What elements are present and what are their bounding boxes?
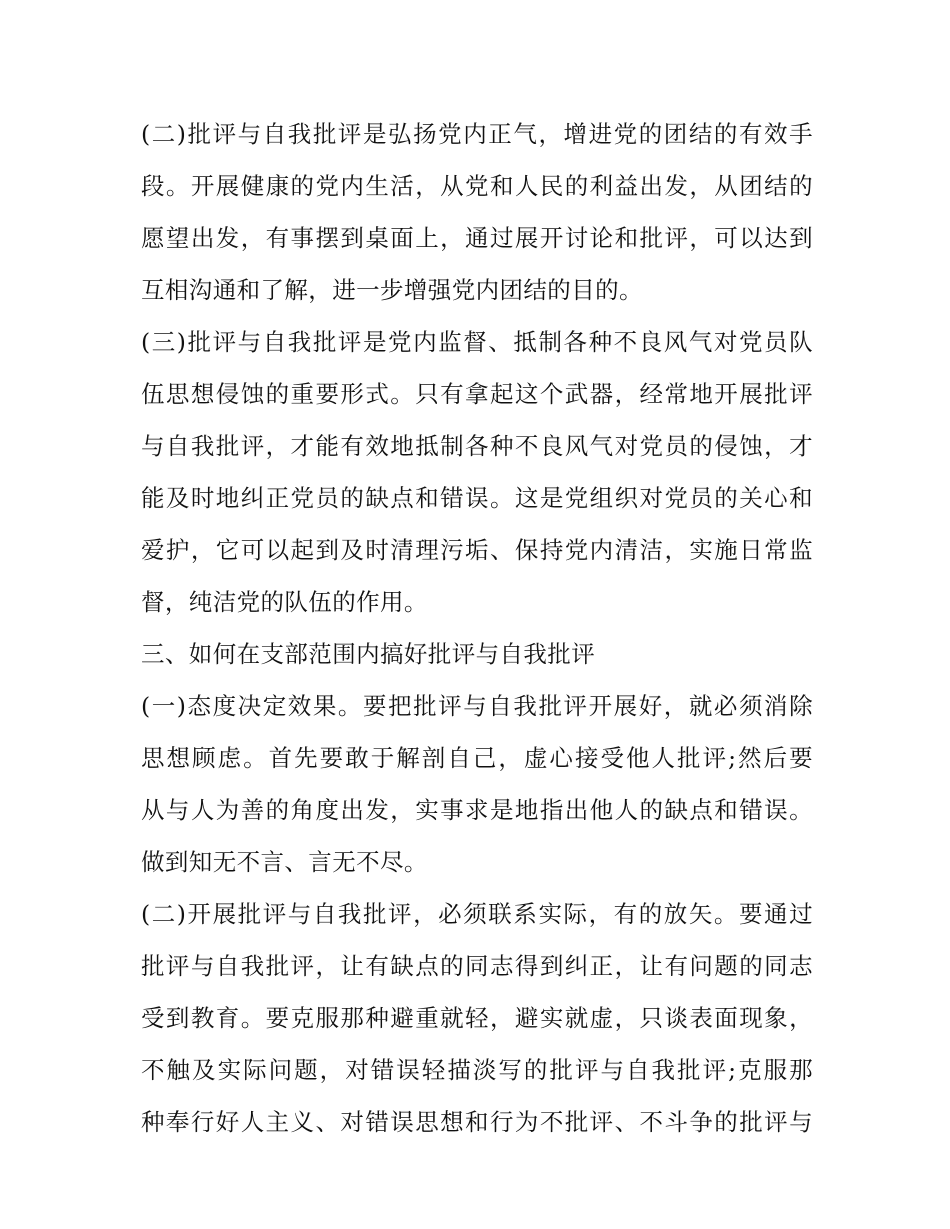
text-line: 伍思想侵蚀的重要形式。只有拿起这个武器，经常地开展批评 — [141, 380, 813, 408]
section-heading: 三、如何在支部范围内搞好批评与自我批评 — [141, 640, 596, 668]
text-line: (一)态度决定效果。要把批评与自我批评开展好，就必须消除 — [141, 692, 813, 720]
document-body — [141, 108, 813, 1148]
text-line: 受到教育。要克服那种避重就轻，避实就虚，只谈表面现象， — [141, 1004, 813, 1032]
text-line: 批评与自我批评，让有缺点的同志得到纠正，让有问题的同志 — [141, 952, 813, 980]
text-line: 不触及实际问题，对错误轻描淡写的批评与自我批评;克服那 — [141, 1056, 813, 1084]
section-heading-3 — [141, 628, 813, 680]
text-line: 爱护，它可以起到及时清理污垢、保持党内清洁，实施日常监 — [141, 536, 813, 564]
text-line: (二)开展批评与自我批评，必须联系实际，有的放矢。要通过 — [141, 900, 813, 928]
paragraph-2-practice — [141, 888, 813, 1148]
text-line: (三)批评与自我批评是党内监督、抵制各种不良风气对党员队 — [141, 328, 813, 356]
text-line: 互相沟通和了解，进一步增强党内团结的目的。 — [141, 276, 643, 304]
text-line: 能及时地纠正党员的缺点和错误。这是党组织对党员的关心和 — [141, 484, 813, 512]
text-line: 从与人为善的角度出发，实事求是地指出他人的缺点和错误。 — [141, 796, 813, 824]
text-line: 段。开展健康的党内生活，从党和人民的利益出发，从团结的 — [141, 172, 813, 200]
paragraph-2-unity — [141, 108, 813, 316]
paragraph-3-supervision — [141, 316, 813, 628]
text-line: (二)批评与自我批评是弘扬党内正气，增进党的团结的有效手 — [141, 120, 813, 148]
text-line: 与自我批评，才能有效地抵制各种不良风气对党员的侵蚀，才 — [141, 432, 813, 460]
text-line: 做到知无不言、言无不尽。 — [141, 848, 428, 876]
text-line: 种奉行好人主义、对错误思想和行为不批评、不斗争的批评与 — [141, 1108, 813, 1136]
text-line: 愿望出发，有事摆到桌面上，通过展开讨论和批评，可以达到 — [141, 224, 813, 252]
text-line: 督，纯洁党的队伍的作用。 — [141, 588, 428, 616]
paragraph-1-attitude — [141, 680, 813, 888]
text-line: 思想顾虑。首先要敢于解剖自己，虚心接受他人批评;然后要 — [141, 744, 813, 772]
